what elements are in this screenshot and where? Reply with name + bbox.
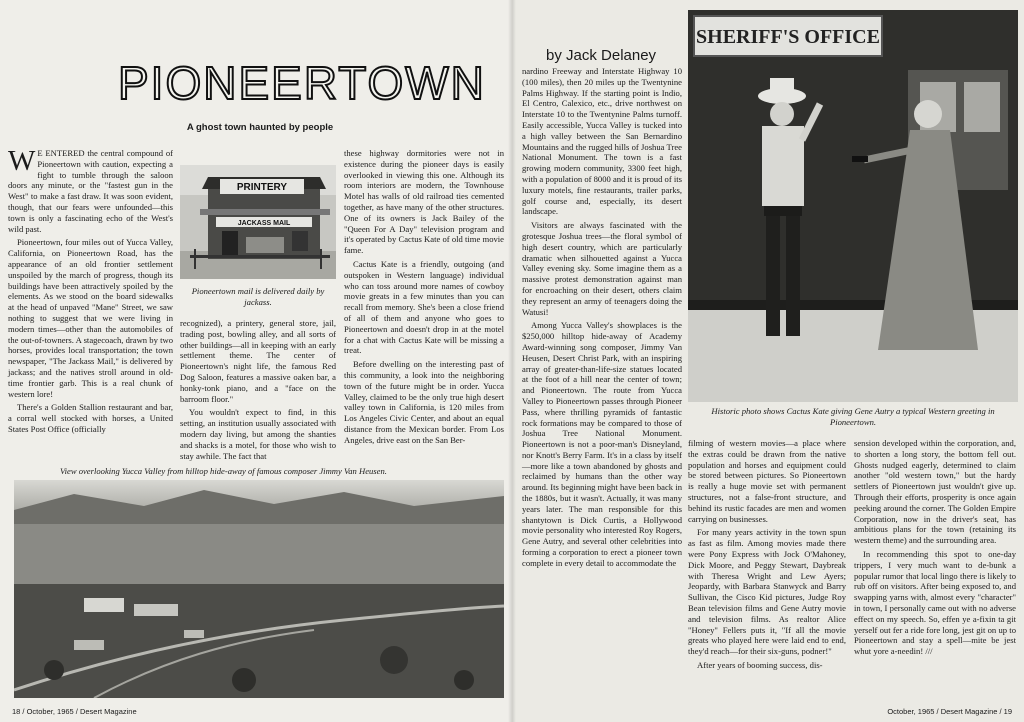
paragraph: You wouldn't expect to find, in this setting, an institution usually associated with modern day living, but among the shanties and shacks is a motel, for those who wish to stay awhile. The fact that bbox=[180, 407, 336, 461]
paragraph: For many years activity in the town spun as fast as film. Among movies made there were Pony Express with Jock O'Mahoney, Dick Moore, and Peggy Stewart, Daybreak with Theresa Wright and Lew Ayers; Jeopardy, with Barbara Stanwyck and Barry Sullivan, the Cisco Kid pictures, Judge Roy Bean television films and Gene Autry movie and television films. As realtor Alice "Honey" Fellers puts it, "If all the movie greats who played here were laid end to end, they'd reach—for their six-guns, podner!" bbox=[688, 527, 846, 657]
article-title: PIONEERTOWN bbox=[118, 57, 486, 109]
paragraph: Pioneertown, four miles out of Yucca Valley, California, on Pioneertown Road, has the appearance of an old frontier settlement unspoiled by the march of progress, though its buildings have been attractively spoiled by the elements. As we stood on the board sidewalks at the head of unpaved "Mane" Street, we saw nothing to suggest that we were living in modern times—other than the automobiles of the out-of-towners. A stagecoach, drawn by two horses, provides local transportation; the town newspaper, "The Jackass Mail," is delivered by jackass; and the natives stroll around in old-time frontier garb. This is a real chunk of western lore! bbox=[8, 237, 173, 399]
right-page-folio: October, 1965 / Desert Magazine / 19 bbox=[887, 707, 1012, 716]
paragraph: Among Yucca Valley's showplaces is the $250,000 hilltop hide-away of Academy Award-winning song composer, Jimmy Van Heusen, Desert Christ Park, with an inspiring array of greater-than-life-size statues located at the foot of a hill near the center of town; and Pioneertown. The route from Yucca Valley to Pioneertown passes through Pioneer Pass, where thrilling pyramids of fantastic rock formations may be compared to those of Joshua Tree National Monument. Pioneertown is not a poor-man's Disneyland, nor Knott's Berry Farm. It's in a class by itself—more like a town abandoned by ghosts and reclaimed by humans than the other way around. Its beginning might have been back in the 1880s, but it wasn't. Actually, it was many years later. The man responsible for this shantytown is Dick Curtis, a Hollywood movie personality who interested Roy Rogers, Gene Autry, and several other celebrities into forming a corporation to erect a pioneer town complete in every detail to accommodate the bbox=[522, 320, 682, 568]
paragraph: In recommending this spot to one-day trippers, I very much want to de-bunk a popular rumor that local lingo there is likely to rub off on visitors. After being exposed to, and swapping yarns with, almost every "character" in town, I personally came out with no adverse effect on my speech. So, effen ye a-fixin ta git yerself out fer a ride fore long, jest git on up to Pioneertown and stay a spell—mite be jest whut yore a-needin! /// bbox=[854, 548, 1016, 657]
paragraph: these highway dormitories were not in existence during the pioneer days is easily overlooked in viewing this one. Although its room interiors are modern, the Townhouse Motel has walls of old railroad ties cemented together, as have many of the other structures. One of its owners is Jack Bailey of the "Queen For A Day" television program and it's operated by Cactus Kate of old time movie fame. bbox=[344, 148, 504, 256]
right-column-3 bbox=[854, 438, 1016, 710]
left-column-1 bbox=[8, 145, 173, 466]
left-column-3 bbox=[344, 148, 504, 466]
paragraph: filming of western movies—a place where the extras could be drawn from the native population and horses and equipment could be stored between pictures. So Pioneertown is really a huge movie set with permanent structures, not a false-front structure, and behind its rustic facades are men and women carrying on businesses. bbox=[688, 438, 846, 524]
photo-caption: Pioneertown mail is delivered daily by jackass. bbox=[191, 286, 325, 307]
sheriffs-office-photo bbox=[688, 10, 1018, 402]
paragraph: nardino Freeway and Interstate Highway 10 (100 miles), then 20 miles up the Twentynine Palms Highway. If the starting point is Indio, El Centro, Calexico, etc., drive northwest on Interstate 10 to the Twentynine Palms turnoff. Easily accessible, Yucca Valley is tucked into a high valley between the San Bernardino Mountains and the rugged hills of Joshua Tree National Monument. The town is a fast growing modern community, 3300 feet high, with a population of 8000 and it is proud of its luxury motels, fine restaurants, trailer parks, golf course and, especially, its desert landscape. bbox=[522, 66, 682, 217]
right-column-2 bbox=[688, 438, 846, 710]
photo-caption: View overlooking Yucca Valley from hilltop hide-away of famous composer Jimmy Van Heusen. bbox=[60, 466, 387, 476]
yucca-valley-aerial-photo bbox=[14, 480, 504, 698]
author-byline: by Jack Delaney bbox=[546, 47, 657, 64]
paragraph: W E ENTERED the central compound of Pioneertown with caution, expecting a fight to tumble through the saloon doors any minute, or the "fastest gun in the West" to make a fast draw. It was soon evident, though, that our fears were unfounded—this town is only a fascinating echo of the West's wild past. bbox=[8, 145, 173, 234]
left-column-2 bbox=[180, 318, 336, 466]
right-column-1 bbox=[522, 6, 682, 712]
gutter-shadow bbox=[508, 0, 516, 722]
end-mark: /// bbox=[925, 646, 933, 657]
paragraph: Before dwelling on the interesting past of this community, a look into the neighboring town of the future might be in order. Yucca Valley, claimed to be the only true high desert valley town in California, is 120 miles from Los Angeles Civic Center, and about an equal distance from the Mexican border. From Los Angeles, drive east on the San Ber- bbox=[344, 359, 504, 445]
paragraph: sension developed within the corporation, and, to shorten a long story, the bottom fell out. Ghosts nudged eagerly, determined to claim another "old western town," but the hardy settlers of Pioneertown just wouldn't give up. Through their efforts, prosperity is once again peeking around the corner. The Golden Empire Corporation, now in the driver's seat, has ambitious plans for the town (retaining its western theme) and the surrounding area. bbox=[854, 438, 1016, 546]
paragraph: recognized), a printery, general store, jail, trading post, bowling alley, and all sorts of other buildings—all in keeping with an early settlement theme. The center of Pioneertown's night life, the famous Red Dog Saloon, features a massive oaken bar, a honky-tonk piano, and a "face on the barroom floor." bbox=[180, 318, 336, 404]
paragraph: After years of booming success, dis- bbox=[697, 659, 823, 670]
article-subtitle: A ghost town haunted by people bbox=[186, 122, 334, 133]
printery-sign-text: PRINTERY bbox=[236, 182, 288, 193]
jackass-mail-photo bbox=[180, 165, 336, 279]
left-page-folio: 18 / October, 1965 / Desert Magazine bbox=[12, 707, 137, 716]
paragraph: Cactus Kate is a friendly, outgoing (and outspoken in Western language) individual who can toss around more names of cowboy movie greats in a few minutes than you can recall from memory. She's been a close friend of all of them and anyone who goes to Pioneertown and doesn't drop in at the motel for a chat with Cactus Kate will be missing a treat. bbox=[344, 258, 504, 356]
drop-cap: W bbox=[8, 145, 36, 177]
paragraph: There's a Golden Stallion restaurant and bar, a corral well stocked with horses, a United States Post Office (officially bbox=[8, 402, 173, 434]
sheriffs-office-sign-text: SHERIFF'S OFFICE bbox=[696, 26, 880, 48]
paragraph: Visitors are always fascinated with the grotesque Joshua trees—the floral symbol of high desert country, which are particularly dramatic when silhouetted against a Yucca Valley evening sky. Some imagine them as a massive protest demonstration against man for encroaching on their desert, others claim they represent an army of teenagers doing the Watusi! bbox=[522, 220, 682, 317]
right-page bbox=[512, 0, 1024, 722]
photo-caption: Historic photo shows Cactus Kate giving Gene Autry a typical Western greeting in Pioneertown. bbox=[711, 406, 995, 427]
jackass-mail-sign-text: JACKASS MAIL bbox=[237, 220, 291, 227]
